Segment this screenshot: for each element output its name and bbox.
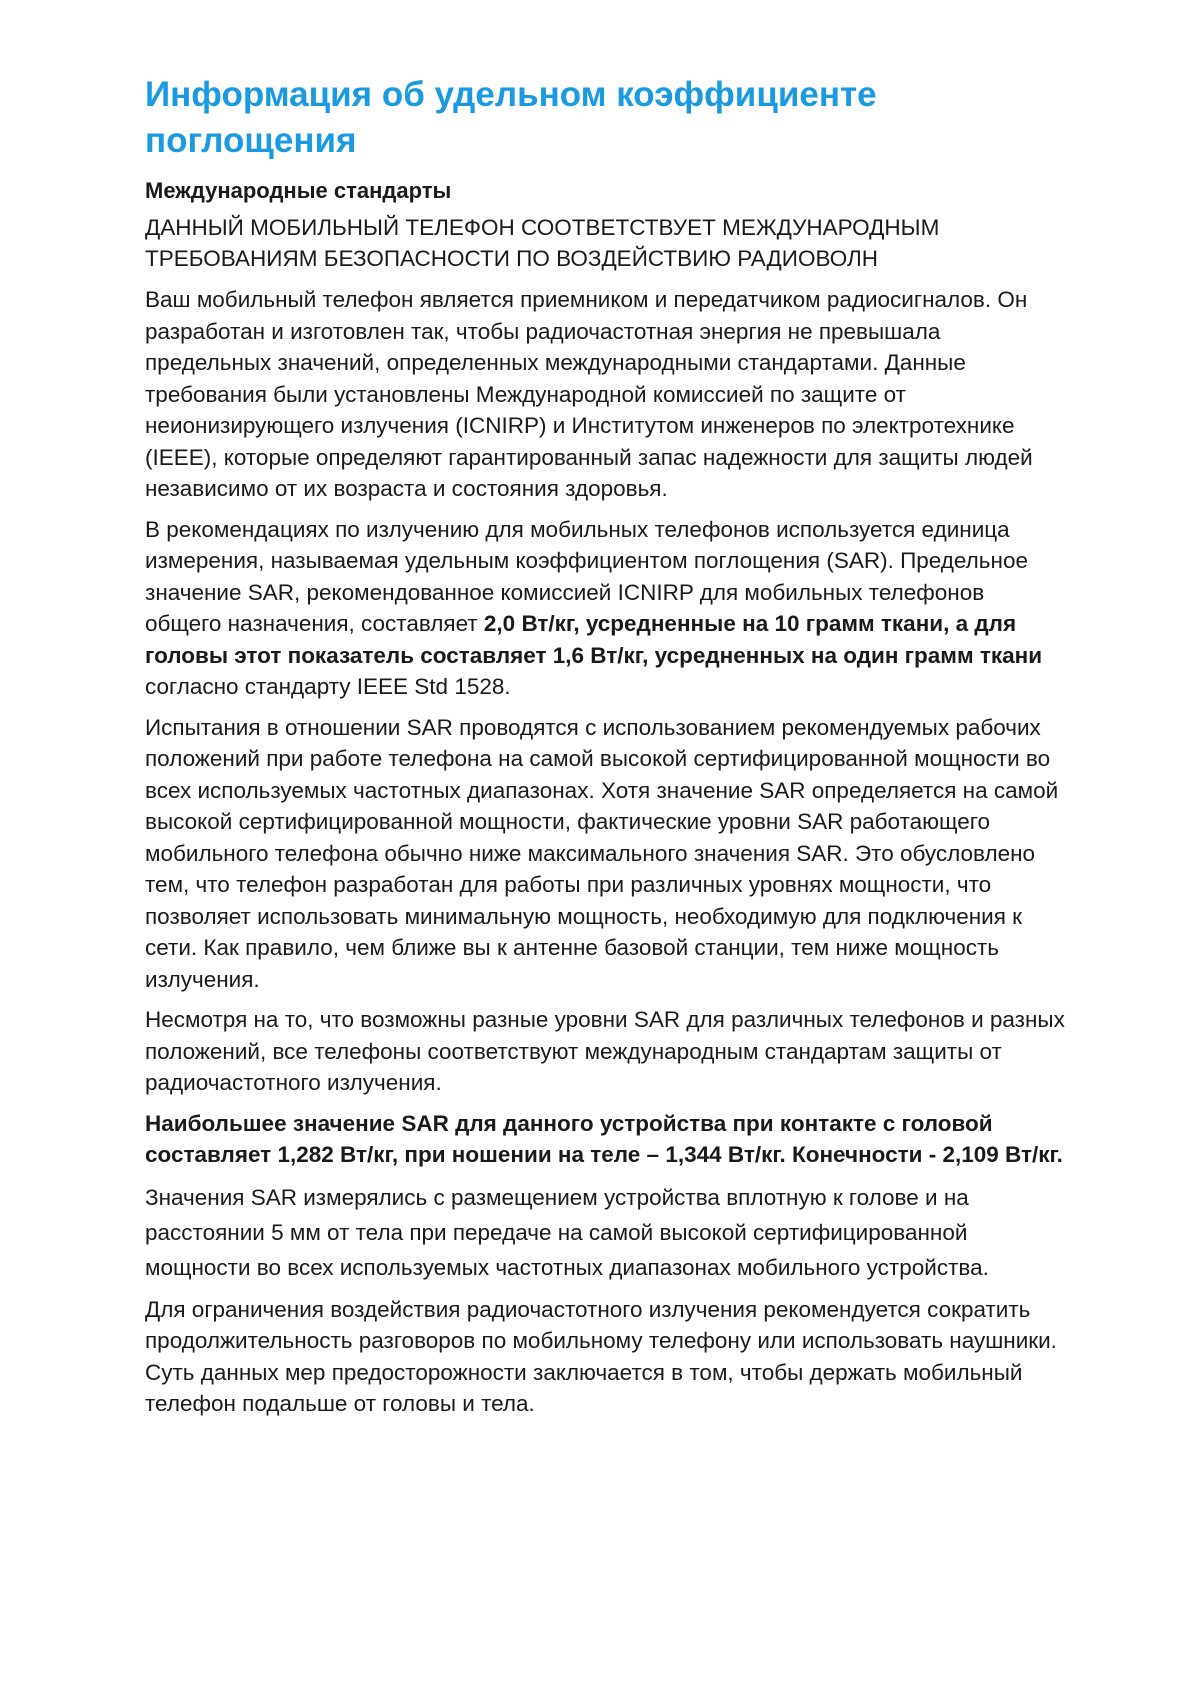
page-title: Информация об удельном коэффициенте поглощения bbox=[145, 75, 877, 160]
paragraph-recommendations: Для ограничения воздействия радиочастотного излучения рекомендуется сократить продолжительность разговоров по мобильному телефону или использовать наушники. Суть данных мер предосторожности заключается в том, чтобы держать мобильный телефон подальше от головы и тела. bbox=[145, 1296, 1057, 1416]
paragraph-sar-limits bbox=[145, 514, 1065, 703]
paragraph-sar-limits-start: В рекомендациях по излучению для мобильных телефонов используется единица измерения, называемая удельным коэффициентом поглощения (SAR). Предельное значение SAR, рекомендованное комиссией ICNIRP для мобильных телефонов общего назначения, составляет bbox=[145, 516, 1028, 636]
caps-heading: ДАННЫЙ МОБИЛЬНЫЙ ТЕЛЕФОН СООТВЕТСТВУЕТ МЕЖДУНАРОДНЫМ ТРЕБОВАНИЯМ БЕЗОПАСНОСТИ ПО ВОЗДЕЙСТВИЮ РАДИОВОЛН bbox=[145, 215, 940, 271]
paragraph-sar-limits-bold: 2,0 Вт/кг, усредненные на 10 грамм ткани, а для головы этот показатель составляет 1,6 Вт/кг, усредненных на один грамм ткани bbox=[145, 611, 1043, 668]
paragraph-sar-compliance: Несмотря на то, что возможны разные уровни SAR для различных телефонов и разных положений, все телефоны соответствуют международным стандартам защиты от радиочастотного излучения. bbox=[145, 1007, 1065, 1095]
section-subtitle: Международные стандарты bbox=[145, 178, 452, 203]
paragraph-sar-limits-end: согласно стандарту IEEE Std 1528. bbox=[145, 674, 511, 699]
paragraph-sar-tests: Испытания в отношении SAR проводятся с использованием рекомендуемых рабочих положений при работе телефона на самой высокой сертифицированной мощности во всех используемых частотных диапазонах. Хотя значение SAR определяется на самой высокой сертифицированной мощности, фактические уровни SAR работающего мобильного телефона обычно ниже максимального значения SAR. Это обусловлено тем, что телефон разработан для работы при различных уровнях мощности, что позволяет использовать минимальную мощность, необходимую для подключения к сети. Как правило, чем ближе вы к антенне базовой станции, тем ниже мощность излучения. bbox=[145, 714, 1059, 992]
document-page bbox=[145, 72, 1065, 1429]
paragraph-intro: Ваш мобильный телефон является приемником и передатчиком радиосигналов. Он разработан и изготовлен так, чтобы радиочастотная энергия не превышала предельных значений, определенных международными стандартами. Данные требования были установлены Международной комиссией по защите от неионизирующего излучения (ICNIRP) и Институтом инженеров по электротехнике (IEEE), которые определяют гарантированный запас надежности для защиты людей независимо от их возраста и состояния здоровья. bbox=[145, 287, 1033, 501]
paragraph-sar-values: Наибольшее значение SAR для данного устройства при контакте с головой составляет 1,282 Вт/кг, при ношении на теле – 1,344 Вт/кг. Конечности - 2,109 Вт/кг. bbox=[145, 1110, 1063, 1167]
paragraph-sar-measurement: Значения SAR измерялись с размещением устройства вплотную к голове и на расстоянии 5 мм от тела при передаче на самой высокой сертифицированной мощности во всех используемых частотных диапазонах мобильного устройства. bbox=[145, 1184, 989, 1280]
